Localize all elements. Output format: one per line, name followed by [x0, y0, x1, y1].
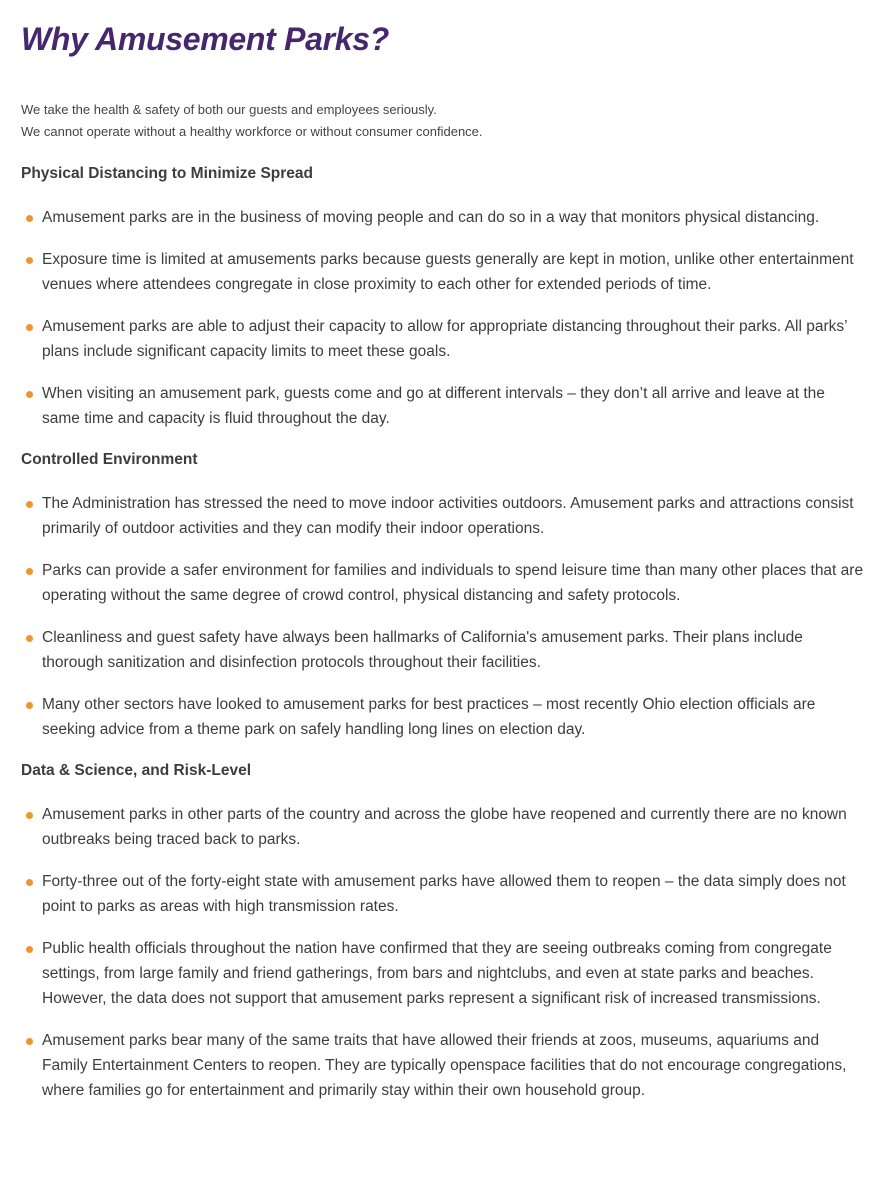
list-item — [21, 869, 865, 919]
bullet-dot-icon — [26, 702, 33, 709]
list-item-text: Many other sectors have looked to amusement parks for best practices – most recently Ohio election officials are seeking advice from a theme park on safely handling long lines on election day. — [42, 696, 816, 738]
bullet-dot-icon — [26, 812, 33, 819]
list-item — [21, 491, 865, 541]
list-item — [21, 692, 865, 742]
bullet-dot-icon — [26, 635, 33, 642]
intro-line: We cannot operate without a healthy workforce or without consumer confidence. — [21, 124, 483, 139]
bullet-dot-icon — [26, 879, 33, 886]
list-item — [21, 247, 865, 297]
list-item — [21, 205, 865, 230]
list-item-text: Parks can provide a safer environment for families and individuals to spend leisure time than many other places that are operating without the same degree of crowd control, physical distancing and safety protocols. — [42, 562, 864, 604]
list-item-text: Public health officials throughout the nation have confirmed that they are seeing outbreaks coming from congregate settings, from large family and friend gatherings, from bars and nightclubs, and even at state parks and beaches. However, the data does not support that amusement parks represent a significant risk of increased transmissions. — [42, 940, 832, 1007]
list-item — [21, 625, 865, 675]
bullet-dot-icon — [26, 568, 33, 575]
list-item-text: The Administration has stressed the need to move indoor activities outdoors. Amusement parks and attractions consist primarily of outdoor activities and they can modify their indoor operations. — [42, 495, 854, 537]
list-item — [21, 936, 865, 1011]
list-item-text: When visiting an amusement park, guests come and go at different intervals – they don’t all arrive and leave at the same time and capacity is fluid throughout the day. — [42, 385, 825, 427]
intro-text — [21, 99, 865, 143]
list-item — [21, 381, 865, 431]
list-item-text: Amusement parks are in the business of moving people and can do so in a way that monitors physical distancing. — [42, 209, 820, 226]
section-heading-data-science-risk: Data & Science, and Risk-Level — [21, 762, 252, 779]
list-item-text: Amusement parks in other parts of the country and across the globe have reopened and currently there are no known outbreaks being traced back to parks. — [42, 806, 847, 848]
bullet-dot-icon — [26, 391, 33, 398]
list-item — [21, 558, 865, 608]
bullet-list-controlled-environment — [21, 491, 865, 742]
list-item-text: Amusement parks are able to adjust their capacity to allow for appropriate distancing throughout their parks. All parks’ plans include significant capacity limits to meet these goals. — [42, 318, 847, 360]
bullet-dot-icon — [26, 946, 33, 953]
section-heading-physical-distancing: Physical Distancing to Minimize Spread — [21, 165, 313, 182]
bullet-list-physical-distancing — [21, 205, 865, 431]
bullet-dot-icon — [26, 324, 33, 331]
list-item-text: Forty-three out of the forty-eight state with amusement parks have allowed them to reopen – the data simply does not point to parks as areas with high transmission rates. — [42, 873, 846, 915]
list-item — [21, 802, 865, 852]
list-item-text: Cleanliness and guest safety have always been hallmarks of California's amusement parks. Their plans include thorough sanitization and disinfection protocols throughout their facilities. — [42, 629, 803, 671]
list-item-text: Amusement parks bear many of the same traits that have allowed their friends at zoos, museums, aquariums and Family Entertainment Centers to reopen. They are typically openspace facilities that do not encourage congregations, where families go for entertainment and primarily stay within their own household group. — [42, 1032, 847, 1099]
intro-line: We take the health & safety of both our guests and employees seriously. — [21, 102, 437, 117]
bullet-dot-icon — [26, 1038, 33, 1045]
bullet-list-data-science-risk — [21, 802, 865, 1103]
list-item-text: Exposure time is limited at amusements parks because guests generally are kept in motion, unlike other entertainment venues where attendees congregate in close proximity to each other for extended periods of time. — [42, 251, 854, 293]
section-heading-controlled-environment: Controlled Environment — [21, 451, 198, 468]
list-item — [21, 314, 865, 364]
list-item — [21, 1028, 865, 1103]
bullet-dot-icon — [26, 257, 33, 264]
bullet-dot-icon — [26, 215, 33, 222]
page-title: Why Amusement Parks? — [21, 21, 390, 57]
bullet-dot-icon — [26, 501, 33, 508]
